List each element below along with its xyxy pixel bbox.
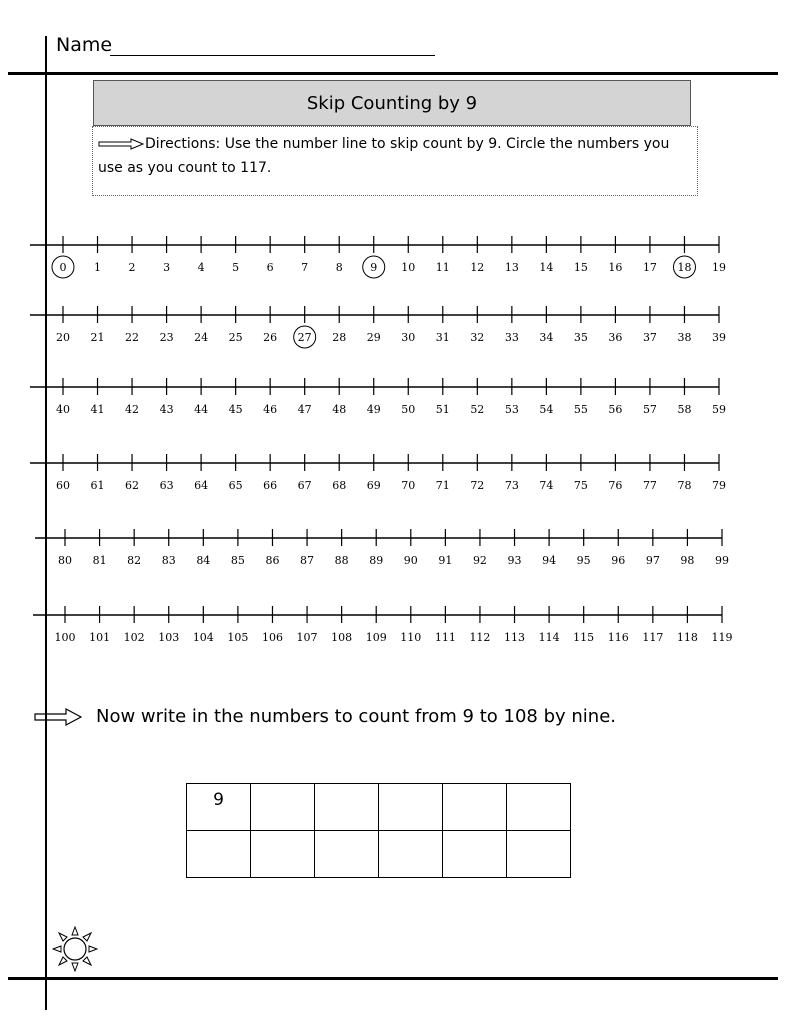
tick-label[interactable]: 82 [127,554,142,567]
tick-label[interactable]: 48 [332,403,347,416]
second-instruction [34,706,616,727]
tick-label[interactable]: 97 [645,554,660,567]
tick-label[interactable]: 98 [680,554,695,567]
tick-label[interactable]: 3 [163,261,171,274]
tick-label[interactable]: 105 [227,631,249,644]
tick-label[interactable]: 91 [438,554,453,567]
answer-cell-value [187,831,250,837]
tick-label[interactable]: 9 [370,261,378,274]
tick-label[interactable]: 81 [92,554,107,567]
answer-grid-row [187,784,571,831]
tick-label[interactable]: 73 [504,479,519,492]
tick-label[interactable]: 36 [608,331,623,344]
tick-label[interactable]: 115 [573,631,595,644]
tick-label[interactable]: 87 [300,554,315,567]
number-line [33,606,733,644]
answer-cell-value [507,784,570,790]
tick-label[interactable]: 21 [90,331,105,344]
number-line [35,529,729,567]
tick-label[interactable]: 101 [89,631,111,644]
tick-label[interactable]: 47 [297,403,312,416]
tick-label[interactable]: 42 [125,403,140,416]
tick-label[interactable]: 80 [58,554,72,567]
tick-label[interactable]: 61 [90,479,105,492]
answer-cell[interactable] [507,784,571,831]
tick-label[interactable]: 104 [192,631,214,644]
tick-label[interactable]: 86 [265,554,280,567]
answer-cell[interactable] [315,831,379,878]
tick-label[interactable]: 46 [263,403,278,416]
answer-grid [186,783,571,878]
answer-cell-value [443,784,506,790]
answer-grid-row [187,831,571,878]
tick-label[interactable]: 116 [607,631,629,644]
tick-label[interactable]: 15 [573,261,588,274]
tick-label[interactable]: 10 [401,261,416,274]
answer-cell[interactable] [187,831,251,878]
tick-label[interactable]: 13 [504,261,519,274]
tick-label[interactable]: 70 [401,479,416,492]
number-line [30,378,726,416]
tick-label[interactable]: 94 [542,554,557,567]
tick-label[interactable]: 119 [711,631,733,644]
tick-label[interactable]: 71 [435,479,450,492]
tick-label[interactable]: 28 [332,331,347,344]
tick-label[interactable]: 32 [470,331,485,344]
tick-label[interactable]: 79 [712,479,726,492]
arrow-right-outline-icon [34,708,82,726]
tick-label[interactable]: 23 [159,331,174,344]
tick-label[interactable]: 1 [94,261,102,274]
tick-label[interactable]: 77 [642,479,657,492]
tick-label[interactable]: 55 [573,403,588,416]
answer-cell[interactable] [251,831,315,878]
tick-label[interactable]: 72 [470,479,485,492]
tick-label[interactable]: 56 [608,403,623,416]
tick-label[interactable]: 16 [608,261,623,274]
answer-cell[interactable] [315,784,379,831]
tick-label[interactable]: 89 [369,554,384,567]
tick-label[interactable]: 0 [59,261,67,274]
answer-cell-value [315,831,378,837]
tick-label[interactable]: 4 [197,261,205,274]
tick-label[interactable]: 39 [712,331,726,344]
tick-label[interactable]: 29 [366,331,381,344]
tick-label[interactable]: 68 [332,479,347,492]
tick-label[interactable]: 57 [642,403,657,416]
answer-cell-value [443,831,506,837]
tick-label[interactable]: 64 [194,479,209,492]
tick-label[interactable]: 17 [642,261,657,274]
answer-cell[interactable] [379,784,443,831]
answer-cell-value: 9 [213,790,224,810]
answer-cell-value [251,831,314,837]
sun-icon [52,926,98,976]
tick-label[interactable]: 52 [470,403,485,416]
tick-label[interactable]: 11 [435,261,450,274]
tick-label[interactable]: 69 [366,479,381,492]
tick-label[interactable]: 96 [611,554,626,567]
directions-text: Directions: Use the number line to skip count by 9. Circle the numbers you use as you count to 117. [98,136,670,176]
tick-label[interactable]: 50 [401,403,416,416]
tick-label[interactable]: 40 [56,403,70,416]
tick-label[interactable]: 95 [576,554,591,567]
tick-label[interactable]: 62 [125,479,140,492]
tick-label[interactable]: 103 [158,631,180,644]
tick-label[interactable]: 8 [335,261,343,274]
tick-label[interactable]: 110 [400,631,422,644]
tick-label[interactable]: 45 [228,403,243,416]
tick-label[interactable]: 35 [573,331,588,344]
tick-label[interactable]: 114 [538,631,560,644]
answer-cell[interactable] [443,831,507,878]
tick-label[interactable]: 27 [297,331,312,344]
tick-label[interactable]: 44 [194,403,209,416]
second-instruction-text: Now write in the numbers to count from 9 to 108 by nine. [96,706,617,727]
tick-label[interactable]: 59 [712,403,726,416]
answer-cell[interactable] [187,784,251,831]
tick-label[interactable]: 99 [715,554,729,567]
tick-label[interactable]: 65 [228,479,243,492]
tick-label[interactable]: 19 [712,261,726,274]
tick-label[interactable]: 107 [296,631,318,644]
worksheet-title-text: Skip Counting by 9 [306,92,478,114]
tick-label[interactable]: 24 [194,331,209,344]
tick-label[interactable]: 37 [642,331,657,344]
tick-label[interactable]: 106 [261,631,283,644]
tick-label[interactable]: 92 [472,554,487,567]
answer-cell[interactable] [251,784,315,831]
number-line [30,306,726,348]
tick-label[interactable]: 63 [159,479,174,492]
tick-label[interactable]: 14 [539,261,554,274]
tick-label[interactable]: 2 [128,261,136,274]
tick-label[interactable]: 100 [54,631,76,644]
name-label: Name [56,34,113,56]
tick-label[interactable]: 18 [677,261,692,274]
tick-label[interactable]: 84 [196,554,211,567]
tick-label[interactable]: 78 [677,479,692,492]
footer-rule [8,977,778,980]
tick-label[interactable]: 25 [228,331,243,344]
tick-label[interactable]: 41 [90,403,105,416]
tick-label[interactable]: 83 [161,554,176,567]
tick-label[interactable]: 6 [266,261,274,274]
answer-cell[interactable] [443,784,507,831]
answer-cell-value [379,784,442,790]
tick-label[interactable]: 75 [573,479,588,492]
tick-label[interactable]: 49 [366,403,381,416]
tick-label[interactable]: 34 [539,331,554,344]
tick-label[interactable]: 111 [434,631,456,644]
number-line [30,236,726,278]
answer-cell-value [379,831,442,837]
number-line [30,454,726,492]
tick-label[interactable]: 109 [365,631,387,644]
tick-label[interactable]: 76 [608,479,623,492]
tick-label[interactable]: 7 [301,261,309,274]
answer-cell[interactable] [379,831,443,878]
tick-label[interactable]: 93 [507,554,522,567]
tick-label[interactable]: 112 [469,631,491,644]
answer-cell-value [315,784,378,790]
tick-label[interactable]: 108 [331,631,353,644]
tick-label[interactable]: 54 [539,403,554,416]
tick-label[interactable]: 43 [159,403,174,416]
tick-label[interactable]: 20 [56,331,70,344]
tick-label[interactable]: 67 [297,479,312,492]
tick-label[interactable]: 118 [676,631,698,644]
tick-label[interactable]: 74 [539,479,554,492]
tick-label[interactable]: 113 [504,631,526,644]
tick-label[interactable]: 26 [263,331,278,344]
tick-label[interactable]: 85 [230,554,245,567]
tick-label[interactable]: 38 [677,331,692,344]
tick-label[interactable]: 12 [470,261,485,274]
tick-label[interactable]: 66 [263,479,278,492]
tick-label[interactable]: 117 [642,631,664,644]
answer-cell-value [507,831,570,837]
tick-label[interactable]: 30 [401,331,416,344]
tick-label[interactable]: 60 [56,479,70,492]
tick-label[interactable]: 5 [232,261,240,274]
tick-label[interactable]: 22 [125,331,140,344]
answer-cell[interactable] [507,831,571,878]
tick-label[interactable]: 33 [504,331,519,344]
tick-label[interactable]: 51 [435,403,450,416]
tick-label[interactable]: 90 [403,554,418,567]
tick-label[interactable]: 88 [334,554,349,567]
answer-cell-value [251,784,314,790]
tick-label[interactable]: 102 [123,631,145,644]
tick-label[interactable]: 31 [435,331,450,344]
tick-label[interactable]: 53 [504,403,519,416]
tick-label[interactable]: 58 [677,403,692,416]
